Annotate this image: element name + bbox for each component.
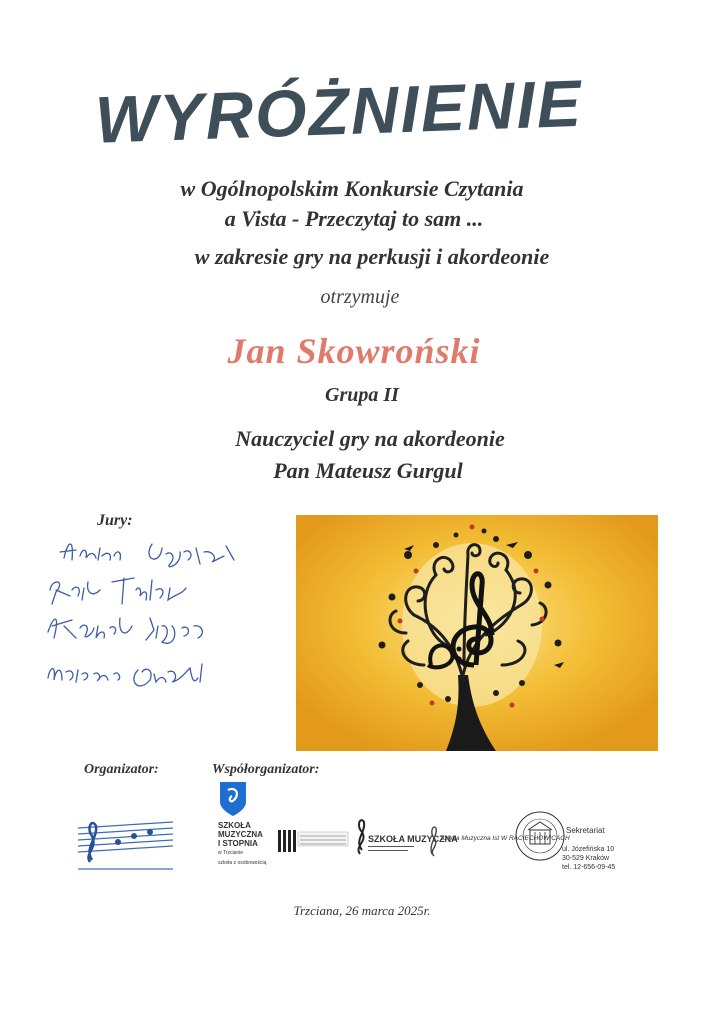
trzciana-line-3: I STOPNIA (218, 839, 258, 848)
teacher-line-2: Pan Mateusz Gurgul (273, 458, 463, 483)
trzciana-line-2: MUZYCZNA (218, 830, 263, 839)
logos-row (70, 780, 630, 890)
signature-3 (48, 618, 202, 643)
raciechowice-label: Szkoła Muzyczna Ist W RACIECHOWICACH (440, 835, 570, 842)
subtitle-line-1: w Ogólnopolskim Konkursie Czytania (180, 176, 524, 201)
sekretariat-address: ul. Józefińska 10 (562, 846, 615, 853)
signature-1 (60, 544, 234, 567)
organizer-logo (78, 822, 173, 870)
organizer-label: Organizator: (84, 762, 159, 777)
szkola-raciechowice-logo (431, 827, 570, 856)
recipient-name: Jan Skowroński (227, 331, 481, 371)
music-tree-painting (296, 515, 658, 751)
trzciana-line-1: SZKOŁA (218, 821, 251, 830)
subtitle-line-2: a Vista - Przeczytaj to sam ... (224, 206, 484, 231)
subtitle-line-3: w zakresie gry na perkusji i akordeonie (194, 244, 550, 269)
sekretariat-label: Sekretariat (566, 826, 605, 835)
trzciana-line-5: szkoła z osobowością (218, 860, 267, 866)
signature-4 (48, 664, 202, 686)
title-text: WYRÓŻNIENIE (93, 65, 584, 157)
issue-date: Trzciana, 26 marca 2025r. (293, 903, 431, 918)
jury-signatures (42, 530, 262, 700)
receives-label: otrzymuje (320, 286, 400, 308)
jury-label: Jury: (97, 512, 133, 529)
coorganizer-label: Współorganizator: (212, 762, 320, 777)
teacher-line-1: Nauczyciel gry na akordeonie (235, 426, 505, 451)
trzciana-line-4: w Trzcianie (218, 850, 244, 856)
muzyczna-label: SZKOŁA MUZYCZNA (368, 834, 458, 844)
round-seal (516, 812, 564, 860)
certificate-title (95, 58, 655, 158)
sekretariat-phone: tel. 12-656-09-45 (562, 864, 616, 871)
group-label: Grupa II (325, 384, 399, 406)
sekretariat-city: 30-529 Kraków (562, 855, 610, 862)
signature-2 (50, 578, 186, 604)
szkola-trzciana-logo (218, 782, 267, 866)
piano-school-logo (278, 830, 348, 852)
